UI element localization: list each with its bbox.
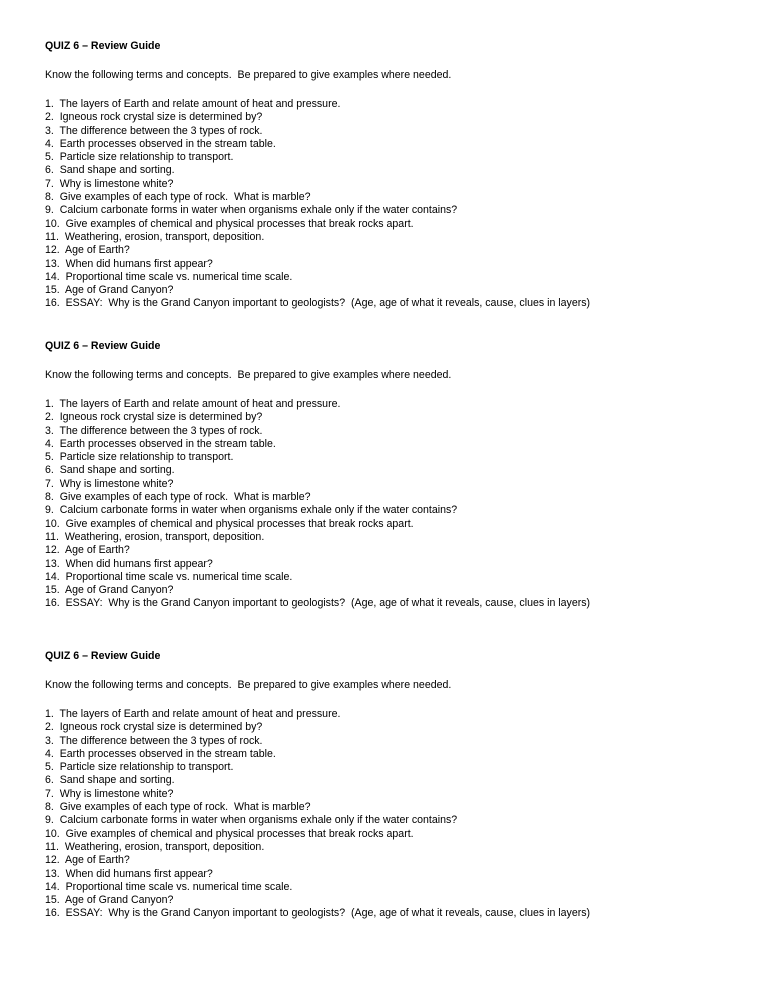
question-item: 14. Proportional time scale vs. numerical time scale. xyxy=(45,880,293,893)
question-item: 8. Give examples of each type of rock. What is marble? xyxy=(45,801,311,814)
question-item: 15. Age of Grand Canyon? xyxy=(45,284,174,297)
question-item: 2. Igneous rock crystal size is determined by? xyxy=(45,721,263,734)
question-item: 4. Earth processes observed in the stream table. xyxy=(45,137,276,150)
section-title: QUIZ 6 – Review Guide xyxy=(45,650,161,662)
question-item: 10. Give examples of chemical and physical processes that break rocks apart. xyxy=(45,217,414,230)
question-item: 12. Age of Earth? xyxy=(45,244,130,257)
question-item: 10. Give examples of chemical and physical processes that break rocks apart. xyxy=(45,517,414,530)
question-item: 13. When did humans first appear? xyxy=(45,867,213,880)
question-item: 4. Earth processes observed in the stream table. xyxy=(45,437,276,450)
question-item: 13. When did humans first appear? xyxy=(45,557,213,570)
question-item: 1. The layers of Earth and relate amount of heat and pressure. xyxy=(45,708,341,720)
question-list xyxy=(45,98,745,311)
section-instructions: Know the following terms and concepts. Be prepared to give examples where needed. xyxy=(45,679,452,691)
question-item: 5. Particle size relationship to transport. xyxy=(45,761,234,774)
question-item: 10. Give examples of chemical and physical processes that break rocks apart. xyxy=(45,827,414,840)
question-item: 1. The layers of Earth and relate amount of heat and pressure. xyxy=(45,398,341,410)
question-item: 11. Weathering, erosion, transport, deposition. xyxy=(45,230,265,243)
question-item: 9. Calcium carbonate forms in water when organisms exhale only if the water contains? xyxy=(45,204,458,217)
question-item: 15. Age of Grand Canyon? xyxy=(45,894,174,907)
question-item: 5. Particle size relationship to transport. xyxy=(45,451,234,464)
review-guide-section xyxy=(45,340,745,611)
question-item: 7. Why is limestone white? xyxy=(45,177,174,190)
question-item: 1. The layers of Earth and relate amount of heat and pressure. xyxy=(45,98,341,110)
question-list xyxy=(45,708,745,921)
question-item: 12. Age of Earth? xyxy=(45,854,130,867)
question-item: 8. Give examples of each type of rock. What is marble? xyxy=(45,491,311,504)
question-item: 9. Calcium carbonate forms in water when organisms exhale only if the water contains? xyxy=(45,814,458,827)
question-item: 9. Calcium carbonate forms in water when organisms exhale only if the water contains? xyxy=(45,504,458,517)
question-item: 7. Why is limestone white? xyxy=(45,787,174,800)
question-item: 14. Proportional time scale vs. numerical time scale. xyxy=(45,270,293,283)
question-item: 12. Age of Earth? xyxy=(45,544,130,557)
question-item: 13. When did humans first appear? xyxy=(45,257,213,270)
section-title: QUIZ 6 – Review Guide xyxy=(45,40,161,52)
review-guide-section xyxy=(45,40,745,311)
question-item: 15. Age of Grand Canyon? xyxy=(45,584,174,597)
question-item: 8. Give examples of each type of rock. What is marble? xyxy=(45,191,311,204)
question-list xyxy=(45,398,745,611)
question-item: 16. ESSAY: Why is the Grand Canyon important to geologists? (Age, age of what it reveals, cause, clues in layers) xyxy=(45,597,591,610)
question-item: 7. Why is limestone white? xyxy=(45,477,174,490)
question-item: 3. The difference between the 3 types of rock. xyxy=(45,124,263,137)
question-item: 6. Sand shape and sorting. xyxy=(45,164,175,177)
question-item: 2. Igneous rock crystal size is determined by? xyxy=(45,411,263,424)
question-item: 3. The difference between the 3 types of rock. xyxy=(45,424,263,437)
question-item: 11. Weathering, erosion, transport, deposition. xyxy=(45,840,265,853)
review-guide-section xyxy=(45,650,745,921)
question-item: 16. ESSAY: Why is the Grand Canyon important to geologists? (Age, age of what it reveals, cause, clues in layers) xyxy=(45,907,591,920)
question-item: 14. Proportional time scale vs. numerical time scale. xyxy=(45,570,293,583)
question-item: 4. Earth processes observed in the stream table. xyxy=(45,747,276,760)
question-item: 2. Igneous rock crystal size is determined by? xyxy=(45,111,263,124)
question-item: 11. Weathering, erosion, transport, deposition. xyxy=(45,530,265,543)
question-item: 6. Sand shape and sorting. xyxy=(45,464,175,477)
question-item: 6. Sand shape and sorting. xyxy=(45,774,175,787)
section-instructions: Know the following terms and concepts. Be prepared to give examples where needed. xyxy=(45,69,452,81)
question-item: 5. Particle size relationship to transport. xyxy=(45,151,234,164)
section-instructions: Know the following terms and concepts. Be prepared to give examples where needed. xyxy=(45,369,452,381)
section-title: QUIZ 6 – Review Guide xyxy=(45,340,161,352)
question-item: 3. The difference between the 3 types of rock. xyxy=(45,734,263,747)
question-item: 16. ESSAY: Why is the Grand Canyon important to geologists? (Age, age of what it reveals, cause, clues in layers) xyxy=(45,297,591,310)
